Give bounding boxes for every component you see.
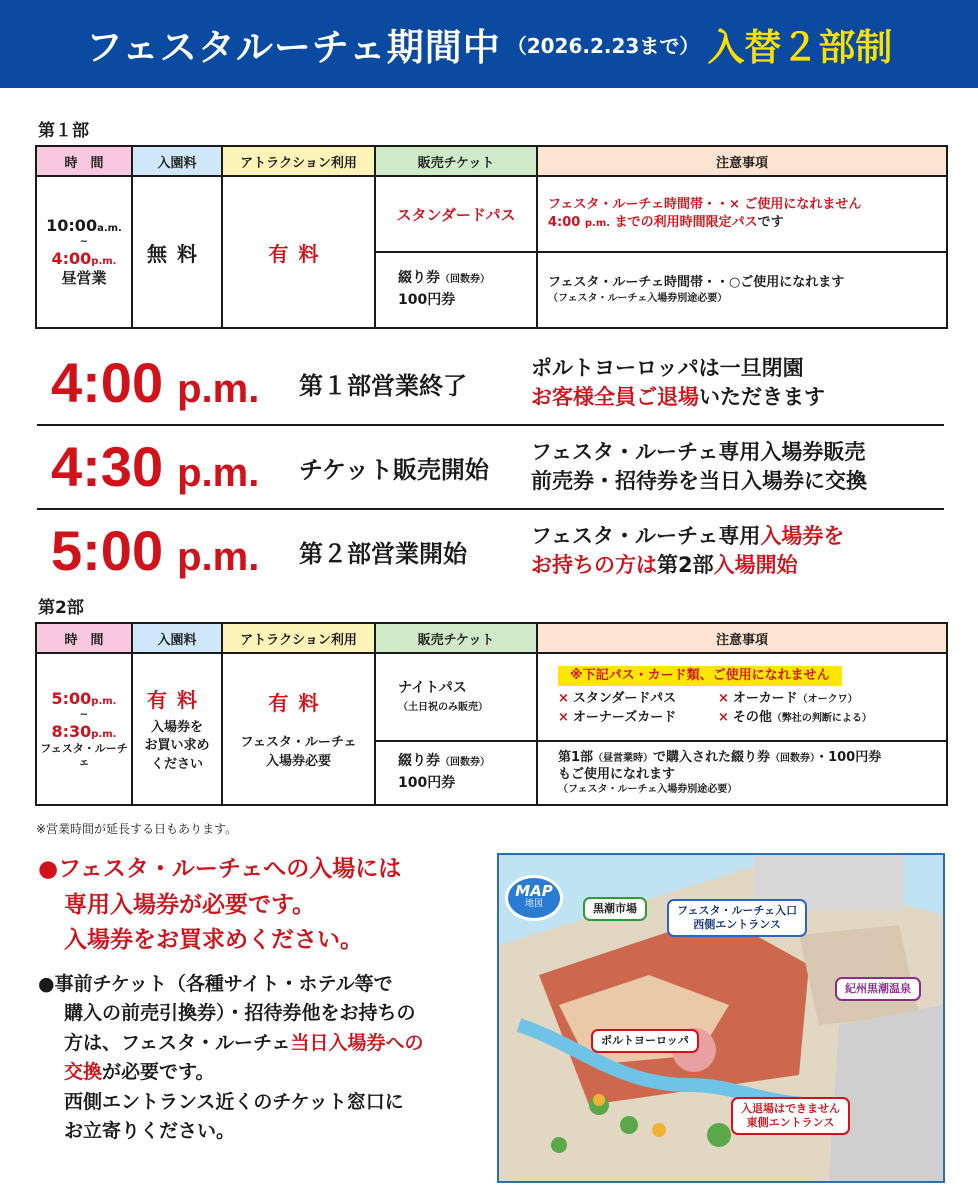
bullet-entry-ticket xyxy=(38,852,488,959)
part1-row-1 xyxy=(36,176,947,252)
timeline-divider-1 xyxy=(37,424,944,426)
part2-coupon-name: 綴り券 xyxy=(398,753,440,770)
part1-coupon-100: 100円券 xyxy=(398,292,456,308)
part1-note-coupon xyxy=(537,252,947,328)
part2-x-item-3: オーナーズカード xyxy=(572,710,677,726)
timeline-2-pm: p.m. xyxy=(177,451,260,495)
timeline-2-desc-line1: フェスタ・ルーチェ専用入場券販売 xyxy=(531,439,866,464)
timeline-3-event: 第２部営業開始 xyxy=(299,539,467,568)
part2-time-end-suffix: p.m. xyxy=(91,728,117,740)
part2-time-label: フェスタ・ルーチェ xyxy=(40,741,128,769)
map-label-east-entrance xyxy=(731,1097,850,1135)
timeline-2-desc-line2: 前売券・招待券を当日入場券に交換 xyxy=(531,469,867,493)
timeline-3-desc-black2: 第2部 xyxy=(657,553,714,577)
part2-row-1 xyxy=(36,653,947,741)
part2-header-attraction: アトラクション利用 xyxy=(222,623,375,653)
part2-warning-tag: ※下記パス・カード類、ご使用になれません xyxy=(558,666,842,686)
part2-coupon-sub: （回数券） xyxy=(440,757,490,769)
part2-night-sub: （土日祝のみ販売） xyxy=(398,702,488,714)
part1-note2-line2: （フェスタ・ルーチェ入場券別途必要） xyxy=(548,293,728,305)
header-period: （2026.2.23まで） xyxy=(506,33,700,58)
part2-x-item-4: その他 xyxy=(732,710,772,726)
part2-attraction-cell xyxy=(222,653,375,805)
map-badge-sub: 地図 xyxy=(524,898,543,909)
part2-x-item-2: オーカード xyxy=(732,691,798,707)
timeline-2-time-block xyxy=(37,435,299,498)
map-tree xyxy=(551,1137,567,1153)
part1-header-time: 時 間 xyxy=(36,146,132,176)
part1-time-end-suffix: p.m. xyxy=(91,255,117,267)
part2-note-night xyxy=(537,653,947,741)
part2-header-fee: 入園料 xyxy=(132,623,222,653)
timeline-3-time-block xyxy=(37,519,299,582)
part1-header-ticket: 販売チケット xyxy=(375,146,537,176)
map-ride xyxy=(593,1094,605,1106)
part2-header-notes: 注意事項 xyxy=(537,623,947,653)
timeline-row-1 xyxy=(37,343,944,423)
part2-ticket-coupon xyxy=(375,741,537,805)
part1-ticket-coupon xyxy=(375,252,537,328)
part1-note1-pm: p.m. xyxy=(584,218,611,229)
part1-note1-line1: フェスタ・ルーチェ時間帯・・× ご使用になれません xyxy=(548,196,862,212)
part1-header-row xyxy=(36,146,947,176)
part2-attraction: 有料 xyxy=(268,690,329,715)
x-mark-icon: × xyxy=(718,710,729,726)
part2-time-start-suffix: p.m. xyxy=(91,696,117,707)
map-label-porto: ポルトヨーロッパ xyxy=(591,1029,699,1053)
timeline-row-3 xyxy=(37,511,944,591)
timeline-2-desc xyxy=(531,438,867,497)
map-label-west-entrance xyxy=(667,899,807,937)
part2-note2-d: （回数券） xyxy=(770,752,816,764)
bullet1-line1: ●フェスタ・ルーチェへの入場には xyxy=(38,856,402,882)
part2-x-item-4-sub: （弊社の判断による） xyxy=(771,713,872,725)
header-banner xyxy=(0,0,978,88)
timeline-1-time: 4:00 xyxy=(51,351,164,414)
part2-coupon-100: 100円券 xyxy=(398,775,456,791)
header-title: フェスタルーチェ期間中 xyxy=(85,26,501,69)
part1-label: 第１部 xyxy=(38,121,89,141)
part2-time-end: 8:30 xyxy=(51,721,92,741)
map-label-onsen: 紀州黒潮温泉 xyxy=(835,977,921,1001)
part2-fee: 有料 xyxy=(147,688,207,713)
x-mark-icon: × xyxy=(558,691,569,707)
map-label-east-line1: 入退場はできません xyxy=(741,1102,840,1115)
timeline-3-desc-red2: お持ちの方は xyxy=(531,553,657,577)
part1-table xyxy=(35,145,948,329)
part1-note2-line1: フェスタ・ルーチェ時間帯・・○ご使用になれます xyxy=(548,274,845,290)
map-ride xyxy=(652,1123,666,1137)
timeline-divider-2 xyxy=(37,508,944,510)
bullet2-line2: 購入の前売引換券）・招待券他をお持ちの xyxy=(64,1002,416,1025)
part2-tilde: ~ xyxy=(79,709,89,720)
part1-note1-time: 4:00 xyxy=(548,215,581,230)
part2-time-cell xyxy=(36,653,132,805)
header-accent: 入替２部制 xyxy=(707,26,893,69)
part2-attraction-note1: フェスタ・ルーチェ xyxy=(240,734,357,750)
part2-fee-cell xyxy=(132,653,222,805)
part2-header-row xyxy=(36,623,947,653)
map-badge xyxy=(505,875,563,921)
part1-note1-limit: までの利用時間限定パス xyxy=(614,215,758,230)
map-building xyxy=(799,925,919,1025)
part2-note2-e: ・100円券 xyxy=(815,749,882,765)
park-map xyxy=(497,853,945,1183)
part1-note-standard xyxy=(537,176,947,252)
part1-time-cell xyxy=(36,176,132,328)
bullet2-line6: お立寄りください。 xyxy=(64,1120,236,1143)
timeline-1-time-block xyxy=(37,351,299,414)
timeline-3-pm: p.m. xyxy=(177,535,260,579)
timeline-3-time: 5:00 xyxy=(51,519,164,582)
timeline-3-desc-red: 入場券を xyxy=(760,523,845,548)
timeline-3-desc-red3: 入場開始 xyxy=(713,553,798,577)
map-label-market: 黒潮市場 xyxy=(583,897,647,921)
map-label-east-line2: 東側エントランス xyxy=(746,1115,835,1129)
bullet1-line2: 専用入場券が必要です。 xyxy=(64,891,316,918)
part2-fee-note2: お買い求め xyxy=(144,738,210,754)
part1-time-start-suffix: a.m. xyxy=(97,223,122,235)
part2-note2-line2: もご使用になれます xyxy=(558,766,676,782)
part1-time-end: 4:00 xyxy=(51,248,92,268)
part2-x-item-1: スタンダードパス xyxy=(572,691,677,707)
timeline-3-desc xyxy=(531,522,844,581)
bullet2-line4-a: 交換 xyxy=(64,1061,103,1084)
part2-x-item-2-sub: （オークワ） xyxy=(797,694,858,706)
map-label-west-line2: 西側エントランス xyxy=(693,917,781,931)
part1-attraction: 有料 xyxy=(222,176,375,328)
part1-fee: 無料 xyxy=(132,176,222,328)
part1-header-attraction: アトラクション利用 xyxy=(222,146,375,176)
x-mark-icon: × xyxy=(718,691,729,707)
part1-time-start: 10:00 xyxy=(46,216,98,236)
timeline-1-desc-black: いただきます xyxy=(699,385,825,409)
bullet2-line4-b: が必要です。 xyxy=(102,1061,215,1084)
part1-header-fee: 入園料 xyxy=(132,146,222,176)
bullet1-line3: 入場券をお買求めください。 xyxy=(64,927,363,954)
part2-ticket-night xyxy=(375,653,537,741)
part1-coupon-name: 綴り券 xyxy=(398,270,440,287)
map-badge-title: MAP xyxy=(515,882,553,900)
part2-header-ticket: 販売チケット xyxy=(375,623,537,653)
map-label-west-line1: フェスタ・ルーチェ入口 xyxy=(677,904,798,917)
part2-night-name: ナイトパス xyxy=(398,680,467,697)
timeline-1-desc xyxy=(531,354,825,413)
part2-attraction-note2: 入場券必要 xyxy=(265,753,331,769)
part1-note1-desu: です xyxy=(757,215,784,230)
bullet2-line3-b: 当日入場券への xyxy=(290,1031,424,1054)
map-road xyxy=(829,1005,943,1181)
x-mark-icon: × xyxy=(558,710,569,726)
timeline-2-event: チケット販売開始 xyxy=(299,455,489,484)
part2-label: 第2部 xyxy=(38,598,84,618)
timeline-row-2 xyxy=(37,427,944,507)
part1-time-label: 昼営業 xyxy=(61,268,107,287)
map-tree xyxy=(707,1123,731,1147)
part1-tilde: ~ xyxy=(79,236,89,248)
part2-note-coupon xyxy=(537,741,947,805)
part2-time-start: 5:00 xyxy=(51,689,92,708)
bullet2-line3-a: 方は、フェスタ・ルーチェ xyxy=(64,1031,291,1054)
bullet2-line5: 西側エントランス近くのチケット窓口に xyxy=(64,1090,404,1113)
part2-note2-line3: （フェスタ・ルーチェ入場券別途必要） xyxy=(558,784,738,796)
footnote: ※営業時間が延長する日もあります。 xyxy=(36,822,238,836)
timeline-1-desc-line1: ポルトヨーロッパは一旦閉園 xyxy=(531,355,804,380)
part2-note2-c: で購入された綴り券 xyxy=(653,749,771,765)
part2-table xyxy=(35,622,948,806)
bullet2-line1: ●事前チケット（各種サイト・ホテル等で xyxy=(38,973,393,995)
timeline-2-time: 4:30 xyxy=(51,435,164,498)
map-tree xyxy=(620,1116,638,1134)
timeline-1-pm: p.m. xyxy=(177,367,260,411)
part2-fee-note3: ください xyxy=(150,756,203,772)
part1-coupon-sub: （回数券） xyxy=(440,274,490,286)
part2-fee-note1: 入場券を xyxy=(150,720,203,736)
timeline-1-event: 第１部営業終了 xyxy=(299,371,467,400)
timeline-1-desc-red: お客様全員ご退場 xyxy=(531,385,699,409)
part2-header-time: 時 間 xyxy=(36,623,132,653)
part2-note2-b: （昼営業時） xyxy=(593,752,654,764)
timeline-3-desc-black: フェスタ・ルーチェ専用 xyxy=(531,523,761,548)
part1-ticket-standard: スタンダードパス xyxy=(375,176,537,252)
part2-note2-a: 第1部 xyxy=(558,749,594,765)
bullet-advance-ticket xyxy=(38,970,488,1147)
part1-header-notes: 注意事項 xyxy=(537,146,947,176)
